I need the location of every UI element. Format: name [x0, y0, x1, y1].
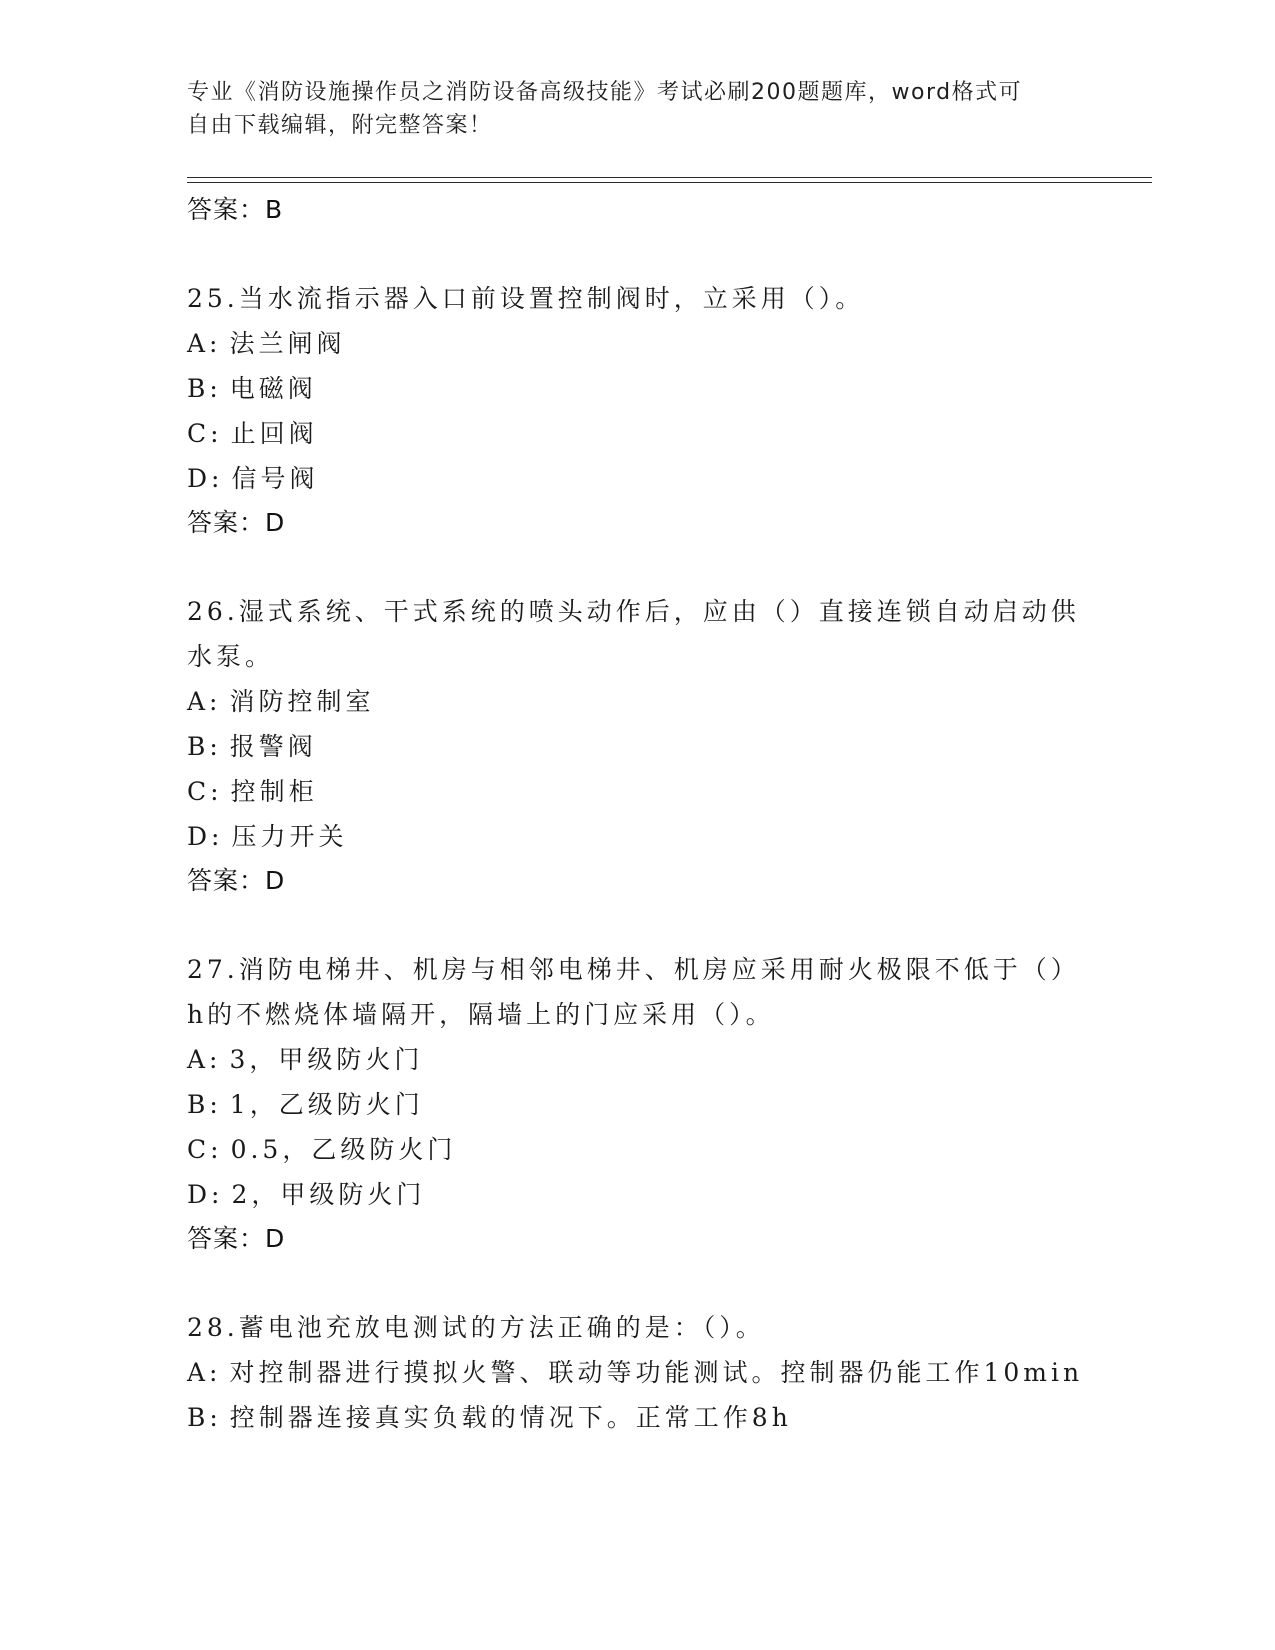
option-letter: A:: [187, 1358, 222, 1387]
option-a: [187, 1350, 1087, 1395]
option-letter: B:: [187, 1090, 222, 1119]
question-25: [187, 276, 1087, 545]
option-a: [187, 679, 1087, 724]
option-letter: B:: [187, 732, 222, 761]
option-text: 报警阀: [229, 732, 317, 761]
header-line-1: 专业《消防设施操作员之消防设备高级技能》考试必刷200题题库，word格式可: [187, 80, 1023, 105]
option-letter: A:: [187, 687, 222, 716]
option-a: [187, 321, 1087, 366]
option-text: 0.5，乙级防火门: [230, 1135, 457, 1164]
question-stem-line: 28.蓄电池充放电测试的方法正确的是：（）。: [187, 1313, 765, 1342]
question-stem: [187, 1305, 1087, 1350]
option-b: [187, 1082, 1087, 1127]
header-divider-top: [187, 177, 1152, 178]
option-b: [187, 724, 1087, 769]
option-text: 1，乙级防火门: [229, 1090, 424, 1119]
question-stem: [187, 947, 1087, 1037]
option-letter: D:: [187, 1180, 224, 1209]
question-stem-line: 26.湿式系统、干式系统的喷头动作后，应由（）直接连锁自动启动供: [187, 597, 1080, 626]
option-b: [187, 1395, 1087, 1440]
answer-line: 答案：D: [187, 508, 286, 537]
question-stem-line: 27.消防电梯井、机房与相邻电梯井、机房应采用耐火极限不低于（）: [187, 955, 1080, 984]
option-b: [187, 366, 1087, 411]
option-letter: B:: [187, 1403, 222, 1432]
header-line-2: 自由下载编辑，附完整答案！: [187, 113, 493, 138]
question-28: [187, 1305, 1087, 1440]
option-d: [187, 456, 1087, 501]
option-letter: A:: [187, 329, 222, 358]
question-stem: [187, 276, 1087, 321]
question-stem: [187, 589, 1087, 679]
option-c: [187, 411, 1087, 456]
question-26: [187, 589, 1087, 903]
option-text: 对控制器进行摸拟火警、联动等功能测试。控制器仍能工作10min: [229, 1358, 1084, 1387]
header-divider-bottom: [187, 182, 1152, 183]
question-stem-line: 25.当水流指示器入口前设置控制阀时，立采用（）。: [187, 284, 865, 313]
option-text: 控制柜: [230, 777, 318, 806]
option-text: 消防控制室: [229, 687, 375, 716]
answer-line: 答案：D: [187, 866, 286, 895]
option-letter: D:: [187, 822, 224, 851]
option-c: [187, 769, 1087, 814]
option-letter: D:: [187, 464, 224, 493]
option-text: 电磁阀: [229, 374, 317, 403]
option-text: 3，甲级防火门: [229, 1045, 424, 1074]
option-text: 控制器连接真实负载的情况下。正常工作8h: [229, 1403, 792, 1432]
option-letter: C:: [187, 777, 223, 806]
option-a: [187, 1037, 1087, 1082]
answer-line: 答案：D: [187, 1224, 286, 1253]
option-letter: C:: [187, 1135, 223, 1164]
option-text: 法兰闸阀: [229, 329, 346, 358]
option-d: [187, 814, 1087, 859]
question-stem-line: 水泵。: [187, 642, 275, 671]
option-text: 止回阀: [230, 419, 318, 448]
question-27: [187, 947, 1087, 1261]
previous-answer: 答案：B: [187, 195, 284, 224]
option-d: [187, 1172, 1087, 1217]
question-stem-line: h的不燃烧体墙隔开，隔墙上的门应采用（）。: [187, 1000, 775, 1029]
option-text: 压力开关: [231, 822, 348, 851]
document-header: [187, 76, 1067, 142]
option-letter: A:: [187, 1045, 222, 1074]
option-c: [187, 1127, 1087, 1172]
option-text: 信号阀: [231, 464, 319, 493]
option-letter: C:: [187, 419, 223, 448]
option-letter: B:: [187, 374, 222, 403]
question-list: [187, 188, 1087, 1440]
option-text: 2，甲级防火门: [231, 1180, 426, 1209]
